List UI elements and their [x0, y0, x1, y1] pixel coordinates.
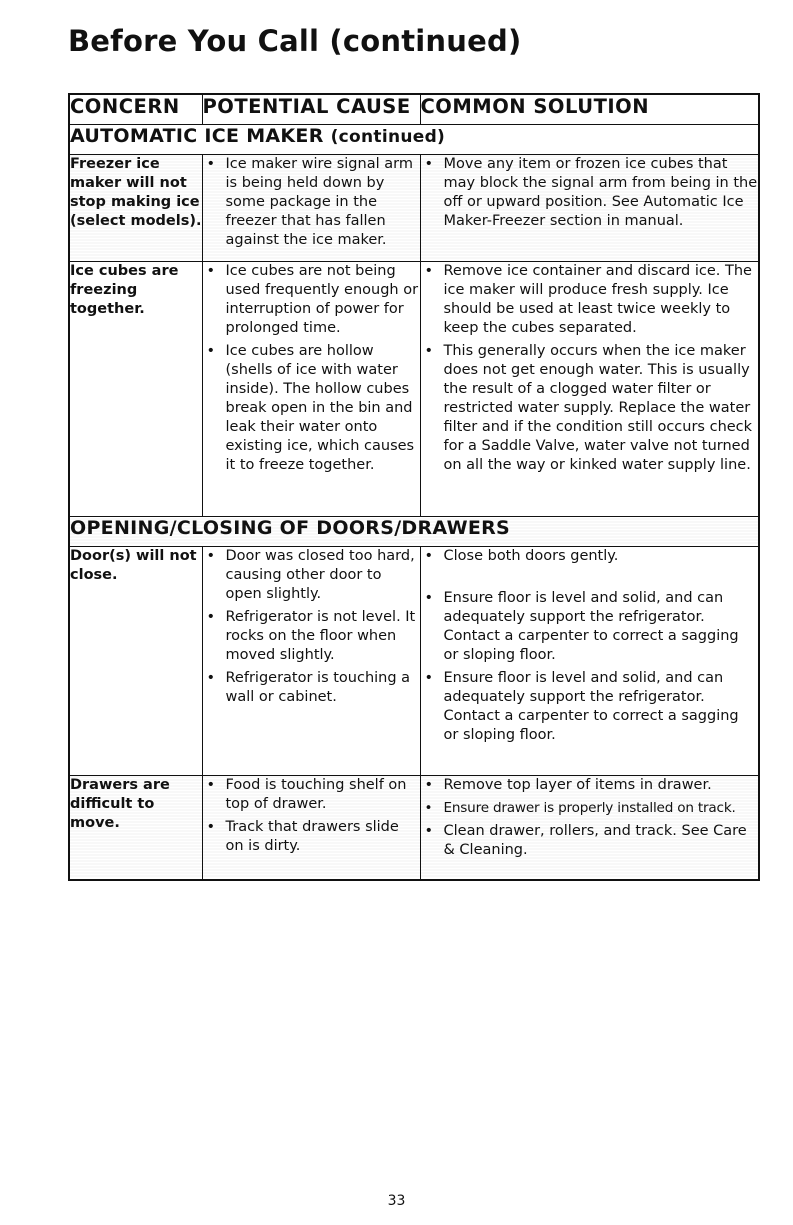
solution-item: • Move any item or frozen ice cubes that may block the signal arm from being in the off or upward position. See Automatic Ice Maker-Freezer section in manual. [421, 155, 759, 231]
table-row [69, 775, 759, 880]
table-row [69, 154, 759, 261]
cause-item: • Ice maker wire signal arm is being held down by some package in the freezer that has fallen against the ice maker. [203, 155, 420, 250]
cause-item: • Ice cubes are hollow (shells of ice with water inside). The hollow cubes break open in the bin and leak their water onto existing ice, which causes it to freeze together. [203, 342, 420, 475]
table-header-row [69, 94, 759, 124]
solution-cell [420, 154, 759, 261]
table-row [69, 261, 759, 516]
solution-cell [420, 546, 759, 775]
solution-cell [420, 261, 759, 516]
cause-cell [202, 775, 420, 880]
cause-cell [202, 261, 420, 516]
concern-cell: Ice cubes are freezing together. [69, 261, 202, 516]
header-potential-cause: POTENTIAL CAUSE [202, 94, 420, 124]
cause-cell [202, 546, 420, 775]
table-row [69, 546, 759, 775]
cause-item: • Refrigerator is touching a wall or cabinet. [203, 669, 420, 707]
cause-item: • Ice cubes are not being used frequently enough or interruption of power for prolonged time. [203, 262, 420, 338]
solution-item: • Remove top layer of items in drawer. [421, 776, 759, 795]
solution-item: • This generally occurs when the ice maker does not get enough water. This is usually the result of a clogged water filter or restricted water supply. Replace the water filter and if the condition still occurs check for a Saddle Valve, water valve not turned on all the way or kinked water supply line. [421, 342, 759, 475]
solution-cell [420, 775, 759, 880]
header-common-solution: COMMON SOLUTION [420, 94, 759, 124]
section-header-doors-drawers [69, 516, 759, 546]
section-title: AUTOMATIC ICE MAKER [70, 124, 324, 147]
solution-item: • Ensure floor is level and solid, and can adequately support the refrigerator. Contact a carpenter to correct a sagging or sloping floor. [421, 669, 759, 745]
cause-cell [202, 154, 420, 261]
cause-item: • Food is touching shelf on top of drawer. [203, 776, 420, 814]
page-title: Before You Call (continued) [68, 24, 522, 58]
section-title-suffix: (continued) [330, 126, 446, 147]
solution-item: • Clean drawer, rollers, and track. See Care & Cleaning. [421, 822, 759, 860]
section-header-ice-maker [69, 124, 759, 154]
cause-item: • Door was closed too hard, causing other door to open slightly. [203, 547, 420, 604]
concern-cell: Freezer ice maker will not stop making ice (select models). [69, 154, 202, 261]
section-title: OPENING/CLOSING OF DOORS/DRAWERS [70, 516, 511, 539]
troubleshooting-table [68, 93, 760, 881]
solution-item: • Remove ice container and discard ice. The ice maker will produce fresh supply. Ice should be used at least twice weekly to keep the cubes separated. [421, 262, 759, 338]
page-number: 33 [387, 1193, 406, 1209]
concern-cell: Door(s) will not close. [69, 546, 202, 775]
header-concern: CONCERN [69, 94, 202, 124]
cause-item: • Refrigerator is not level. It rocks on the floor when moved slightly. [203, 608, 420, 665]
concern-cell: Drawers are difficult to move. [69, 775, 202, 880]
solution-item: • Close both doors gently. [421, 547, 759, 566]
cause-item: • Track that drawers slide on is dirty. [203, 818, 420, 856]
solution-item: • Ensure floor is level and solid, and can adequately support the refrigerator. Contact a carpenter to correct a sagging or sloping floor. [421, 589, 759, 665]
solution-item: • Ensure drawer is properly installed on track. [421, 799, 759, 818]
